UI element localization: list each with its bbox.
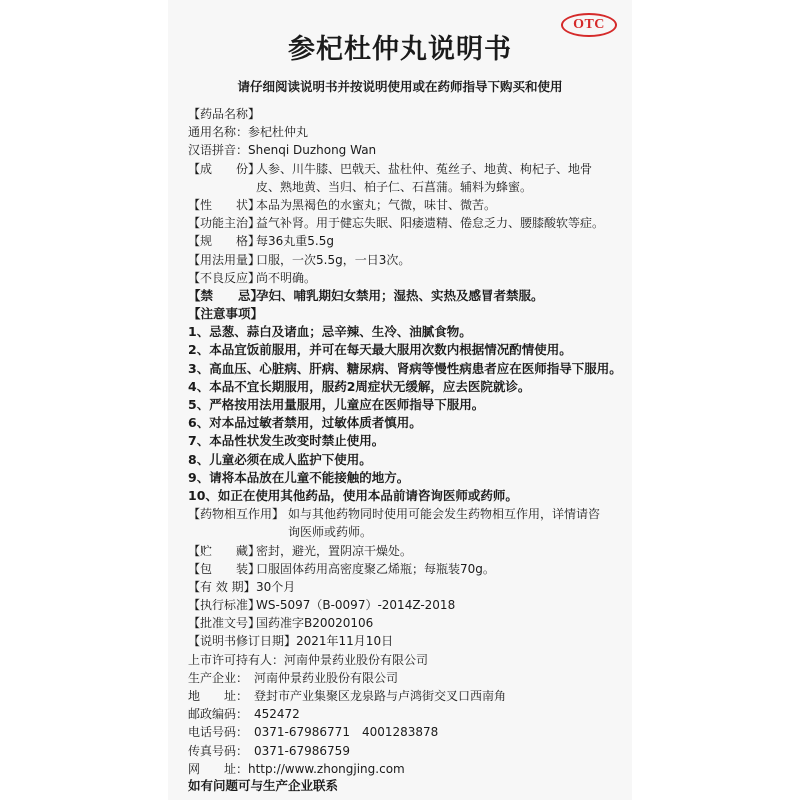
standard-text: WS-5097（B-0097）-2014Z-2018 <box>256 598 456 612</box>
generic-name: 通用名称：参杞杜仲丸 <box>188 125 309 139</box>
fax: 传真号码： 0371-67986759 <box>188 744 350 758</box>
character-text: 本品为黑褐色的水蜜丸；气微，味甘、微苦。 <box>256 198 497 212</box>
phone: 电话号码： 0371-67986771 4001283878 <box>188 725 439 739</box>
adverse-text: 尚不明确。 <box>256 271 317 285</box>
validity-label: 【有 效 期】 <box>188 580 256 594</box>
precaution-item: 10、如正在使用其他药品，使用本品前请咨询医师或药师。 <box>188 488 518 503</box>
precautions-heading: 【注意事项】 <box>188 306 264 321</box>
page-subtitle: 请仔细阅读说明书并按说明使用或在药师指导下购买和使用 <box>237 79 563 94</box>
approval-label: 【批准文号】 <box>188 616 261 630</box>
package-text: 口服固体药用高密度聚乙烯瓶；每瓶装70g。 <box>256 562 495 576</box>
precaution-item: 3、高血压、心脏病、肝病、糖尿病、肾病等慢性病患者应在医师指导下服用。 <box>188 361 622 376</box>
package-label: 【包 装】 <box>188 562 261 576</box>
drug-name-heading: 【药品名称】 <box>188 107 261 121</box>
website: 网 址：http://www.zhongjing.com <box>188 762 405 776</box>
otc-badge: OTC <box>561 13 617 37</box>
revision-date: 2021年11月10日 <box>296 634 394 648</box>
ingredients-text-1: 人参、川牛膝、巴戟天、盐杜仲、菟丝子、地黄、枸杞子、地骨 <box>256 162 593 176</box>
interaction-label: 【药物相互作用】 <box>188 507 285 521</box>
spec-text: 每36丸重5.5g <box>256 234 334 248</box>
license-holder: 上市许可持有人：河南仲景药业股份有限公司 <box>188 653 429 667</box>
revision-label: 【说明书修订日期】 <box>188 634 297 648</box>
precaution-item: 4、本品不宜长期服用，服药2周症状无缓解，应去医院就诊。 <box>188 379 531 394</box>
validity-text: 30个月 <box>256 580 296 594</box>
precaution-item: 8、儿童必须在成人监护下使用。 <box>188 452 372 467</box>
ingredients-text-2: 皮、熟地黄、当归、柏子仁、石菖蒲。辅料为蜂蜜。 <box>256 180 533 194</box>
interaction-text-2: 询医师或药师。 <box>288 525 373 539</box>
standard-label: 【执行标准】 <box>188 598 261 612</box>
contraindication-label: 【禁 忌】 <box>188 288 264 303</box>
character-label: 【性 状】 <box>188 198 261 212</box>
function-text: 益气补肾。用于健忘失眠、阳痿遗精、倦怠乏力、腰膝酸软等症。 <box>256 216 605 230</box>
address: 地 址： 登封市产业集聚区龙泉路与卢鸿街交叉口西南角 <box>188 689 507 703</box>
adverse-label: 【不良反应】 <box>188 271 261 285</box>
contraindication-text: 孕妇、哺乳期妇女禁用；湿热、实热及感冒者禁服。 <box>256 288 544 303</box>
precaution-item: 2、本品宜饭前服用，并可在每天最大服用次数内根据情况酌情使用。 <box>188 342 572 357</box>
spec-label: 【规 格】 <box>188 234 261 248</box>
page-title: 参杞杜仲丸说明书 <box>288 34 512 65</box>
storage-text: 密封，避光，置阴凉干燥处。 <box>256 544 413 558</box>
postcode: 邮政编码： 452472 <box>188 707 300 721</box>
pinyin-name: 汉语拼音：Shenqi Duzhong Wan <box>188 143 377 157</box>
usage-text: 口服，一次5.5g，一日3次。 <box>256 253 411 267</box>
precaution-item: 7、本品性状发生改变时禁止使用。 <box>188 433 385 448</box>
manufacturer: 生产企业： 河南仲景药业股份有限公司 <box>188 671 399 685</box>
precaution-item: 9、请将本品放在儿童不能接触的地方。 <box>188 470 410 485</box>
precaution-item: 6、对本品过敏者禁用，过敏体质者慎用。 <box>188 415 422 430</box>
precaution-item: 5、严格按用法用量服用，儿童应在医师指导下服用。 <box>188 397 485 412</box>
usage-label: 【用法用量】 <box>188 253 261 267</box>
footer-contact: 如有问题可与生产企业联系 <box>188 778 339 793</box>
storage-label: 【贮 藏】 <box>188 544 261 558</box>
function-label: 【功能主治】 <box>188 216 261 230</box>
approval-text: 国药准字B20020106 <box>256 616 374 630</box>
interaction-text-1: 如与其他药物同时使用可能会发生药物相互作用，详情请咨 <box>288 507 601 521</box>
precaution-item: 1、忌葱、蒜白及诸血；忌辛辣、生冷、油腻食物。 <box>188 324 472 339</box>
ingredients-label: 【成 份】 <box>188 162 261 176</box>
